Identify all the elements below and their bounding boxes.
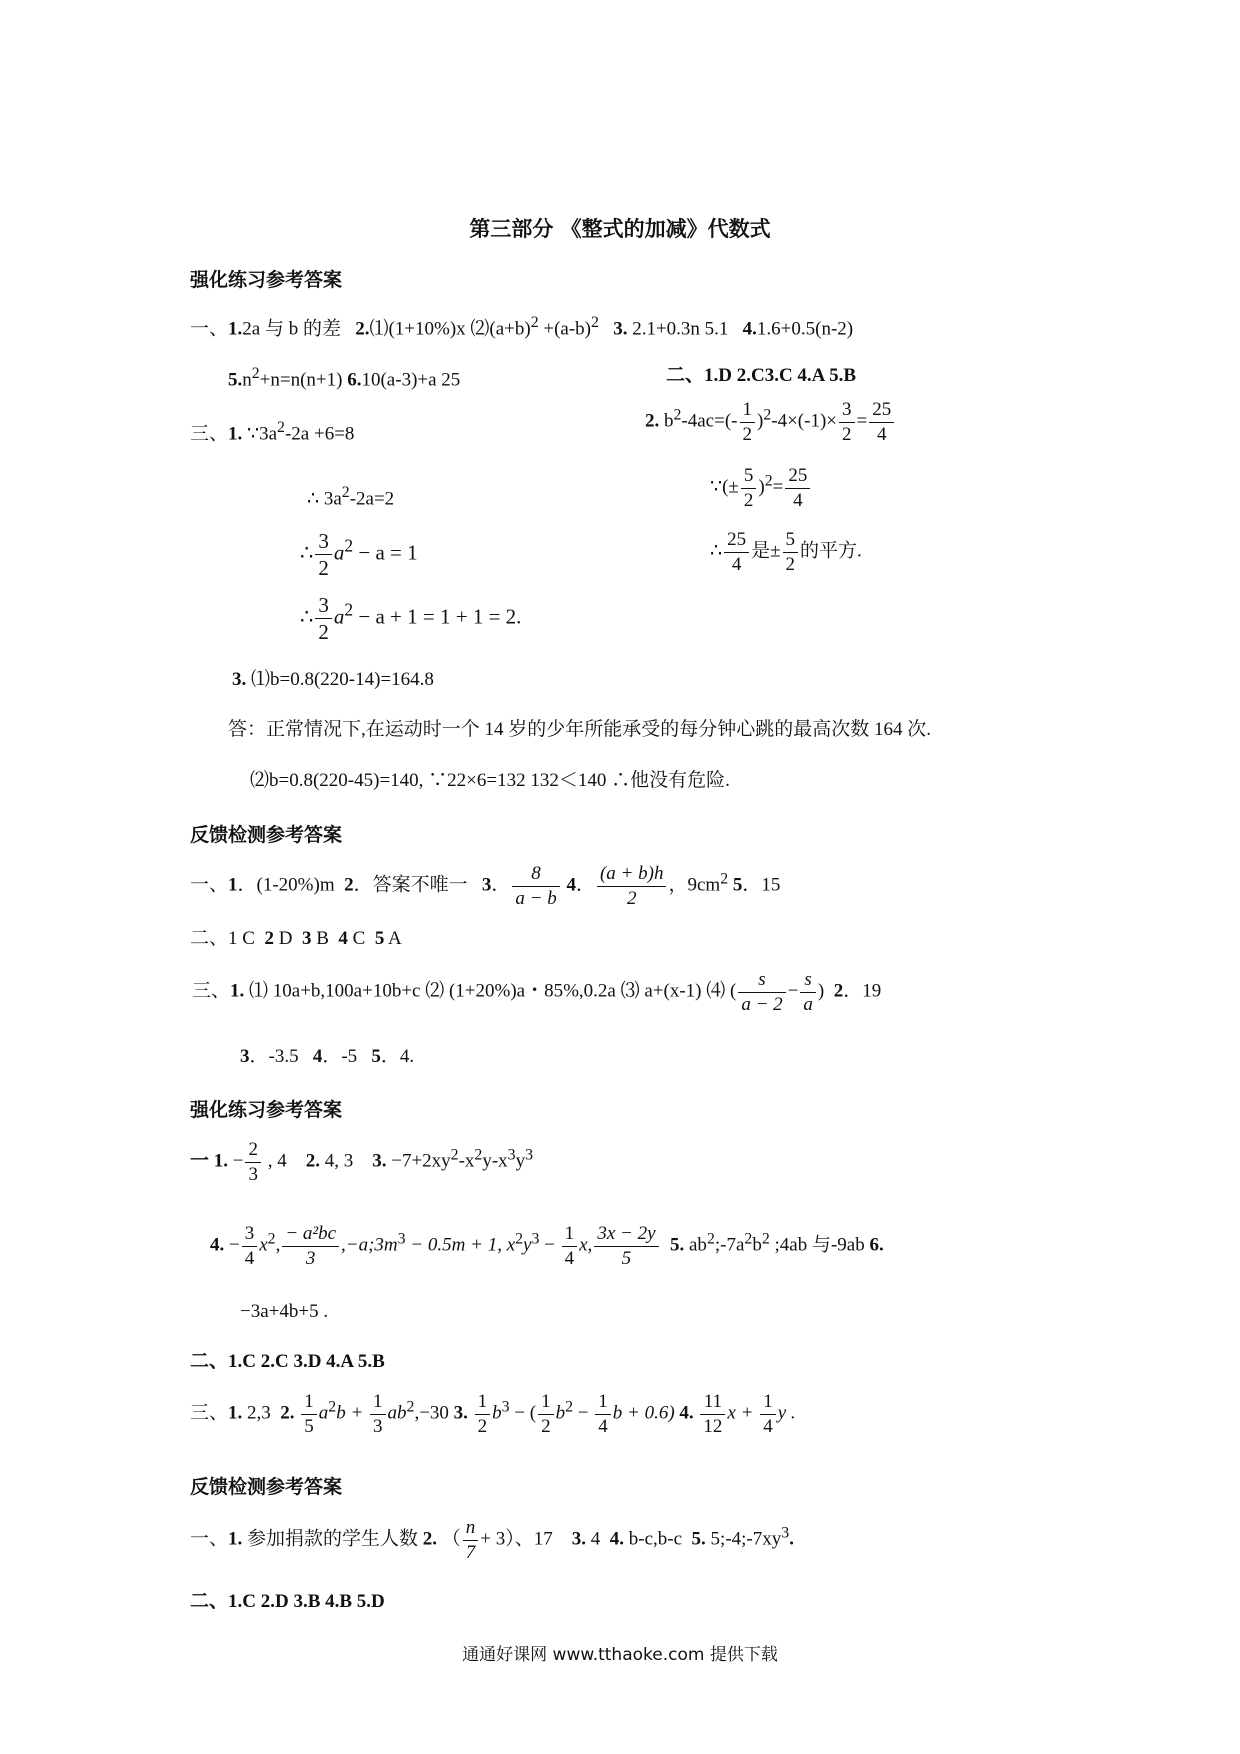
answer-line-3-4: 二、1.C 2.C 3.D 4.A 5.B bbox=[190, 1351, 385, 1372]
answer-line-4-2: 二、1.C 2.D 3.B 4.B 5.D bbox=[190, 1591, 385, 1612]
answer-line-2-3: 三、1. ⑴ 10a+b,100a+10b+c ⑵ (1+20%)a・85%,0.2a ⑶ a+(x-1) ⑷ ( $\frac{s}{a - 2}$ − $\frac{s}{a}$ ) 2．19 bbox=[192, 969, 882, 1015]
answer-line-1-6: ∴ $\frac{3}{2}$ $a^2 - a + 1 = 1 + 1 = 2$. bbox=[300, 593, 522, 645]
answer-line-2-1: 一、1．(1-20%)m 2．答案不唯一 3． $\frac{8}{a - b}$ 4． $\frac{(a + b)h}{2}$ ，$9cm^2$ 5．15 bbox=[190, 863, 781, 909]
answer-line-3-1: 一 1. − $\frac{2}{3}$ , 4 2. 4, 3 3. $-7+2xy^2-x^2y-x^3y^3$ bbox=[190, 1139, 534, 1185]
answer-line-1-7: 3. ⑴b=0.8(220-14)=164.8 bbox=[232, 669, 434, 690]
answer-line-1-1: 一、1.2a 与 b 的差 2.⑴(1+10%)x $⑵(a+b)^2 +(a-b)^2$ 3. 2.1+0.3n 5.1 4.1.6+0.5(n-2) bbox=[190, 314, 854, 340]
answer-line-1-3-left: 三、1. $\because 3a^2-2a +6=8$ bbox=[190, 419, 355, 445]
answer-line-1-8: 答：正常情况下,在运动时一个 14 岁的少年所能承受的每分钟心跳的最高次数 164 次. bbox=[228, 719, 932, 740]
answer-line-1-5-left: ∴ $\frac{3}{2}$ $a^2 - a = 1$ bbox=[300, 529, 418, 581]
section-heading-practice-2: 强化练习参考答案 bbox=[190, 1099, 343, 1121]
answer-line-1-2: $5.n^2+n=n(n+1)$ 6.10(a-3)+a 25 bbox=[228, 365, 461, 391]
answer-line-3-2: 4. − $\frac{3}{4}$ $x^2$, $\frac{\text{− a²bc}}{3}$ $,-a;3m^3 - 0.5m + 1$, $x^2y^3$ − $\frac{1}{4}$ x, $\frac{3x - 2y}{5}$ 5. $ab^2;-7a^2b^2$ ;4ab 与-9ab 6. bbox=[210, 1223, 884, 1269]
answer-line-1-3-right: 2. $b^2-4ac=(-$ $\frac{1}{2}$ )$^2$-4×(-1)× $\frac{3}{2}$ = $\frac{25}{4}$ bbox=[645, 398, 896, 447]
answer-line-1-2-part2: 二、1.D 2.C3.C 4.A 5.B bbox=[666, 365, 857, 386]
answer-line-4-1: 一、1. 参加捐款的学生人数 2. （ $\frac{n}{7}$ + 3）、17 3. 4 4. b-c,b-c 5. $5;-4;-7xy^3$. bbox=[190, 1517, 794, 1563]
download-footer: 通通好课网 www.tthaoke.com 提供下载 bbox=[462, 1645, 778, 1665]
answer-line-2-2: 二、1 C 2 D 3 B 4 C 5 A bbox=[190, 928, 402, 949]
section-heading-feedback-1: 反馈检测参考答案 bbox=[190, 824, 343, 846]
answer-line-1-4-right: ∵(± $\frac{5}{2}$ )$^2$= $\frac{25}{4}$ bbox=[710, 464, 812, 513]
section-heading-feedback-2: 反馈检测参考答案 bbox=[190, 1476, 343, 1498]
answer-line-1-5-right: ∴ $\frac{25}{4}$ 是± $\frac{5}{2}$ 的平方. bbox=[710, 529, 862, 575]
answer-line-3-5: 三、1. 2,3 2. $\frac{1}{5}$ $a^2b$ + $\frac{1}{3}$ $ab^2,-30$ 3. $\frac{1}{2}$ $b^3$ − ( $\frac{1}{2}$ $b^2$ − $\frac{1}{4}$ b + 0.6) 4. $\frac{11}{12}$ x + $\frac{1}{4}$ y . bbox=[190, 1391, 796, 1437]
answer-line-3-3: −3a+4b+5 . bbox=[240, 1301, 329, 1322]
answer-line-1-9: ⑵b=0.8(220-45)=140, ∵22×6=132 132＜140 ∴他没有危险. bbox=[250, 770, 730, 791]
answer-line-2-4: 3．-3.5 4．-5 5．4. bbox=[240, 1046, 415, 1067]
answer-line-1-4-left: ∴ $3a^2-2a=2$ bbox=[307, 484, 395, 510]
page-title: 第三部分 《整式的加减》代数式 bbox=[469, 217, 771, 241]
section-heading-practice-1: 强化练习参考答案 bbox=[190, 269, 343, 291]
